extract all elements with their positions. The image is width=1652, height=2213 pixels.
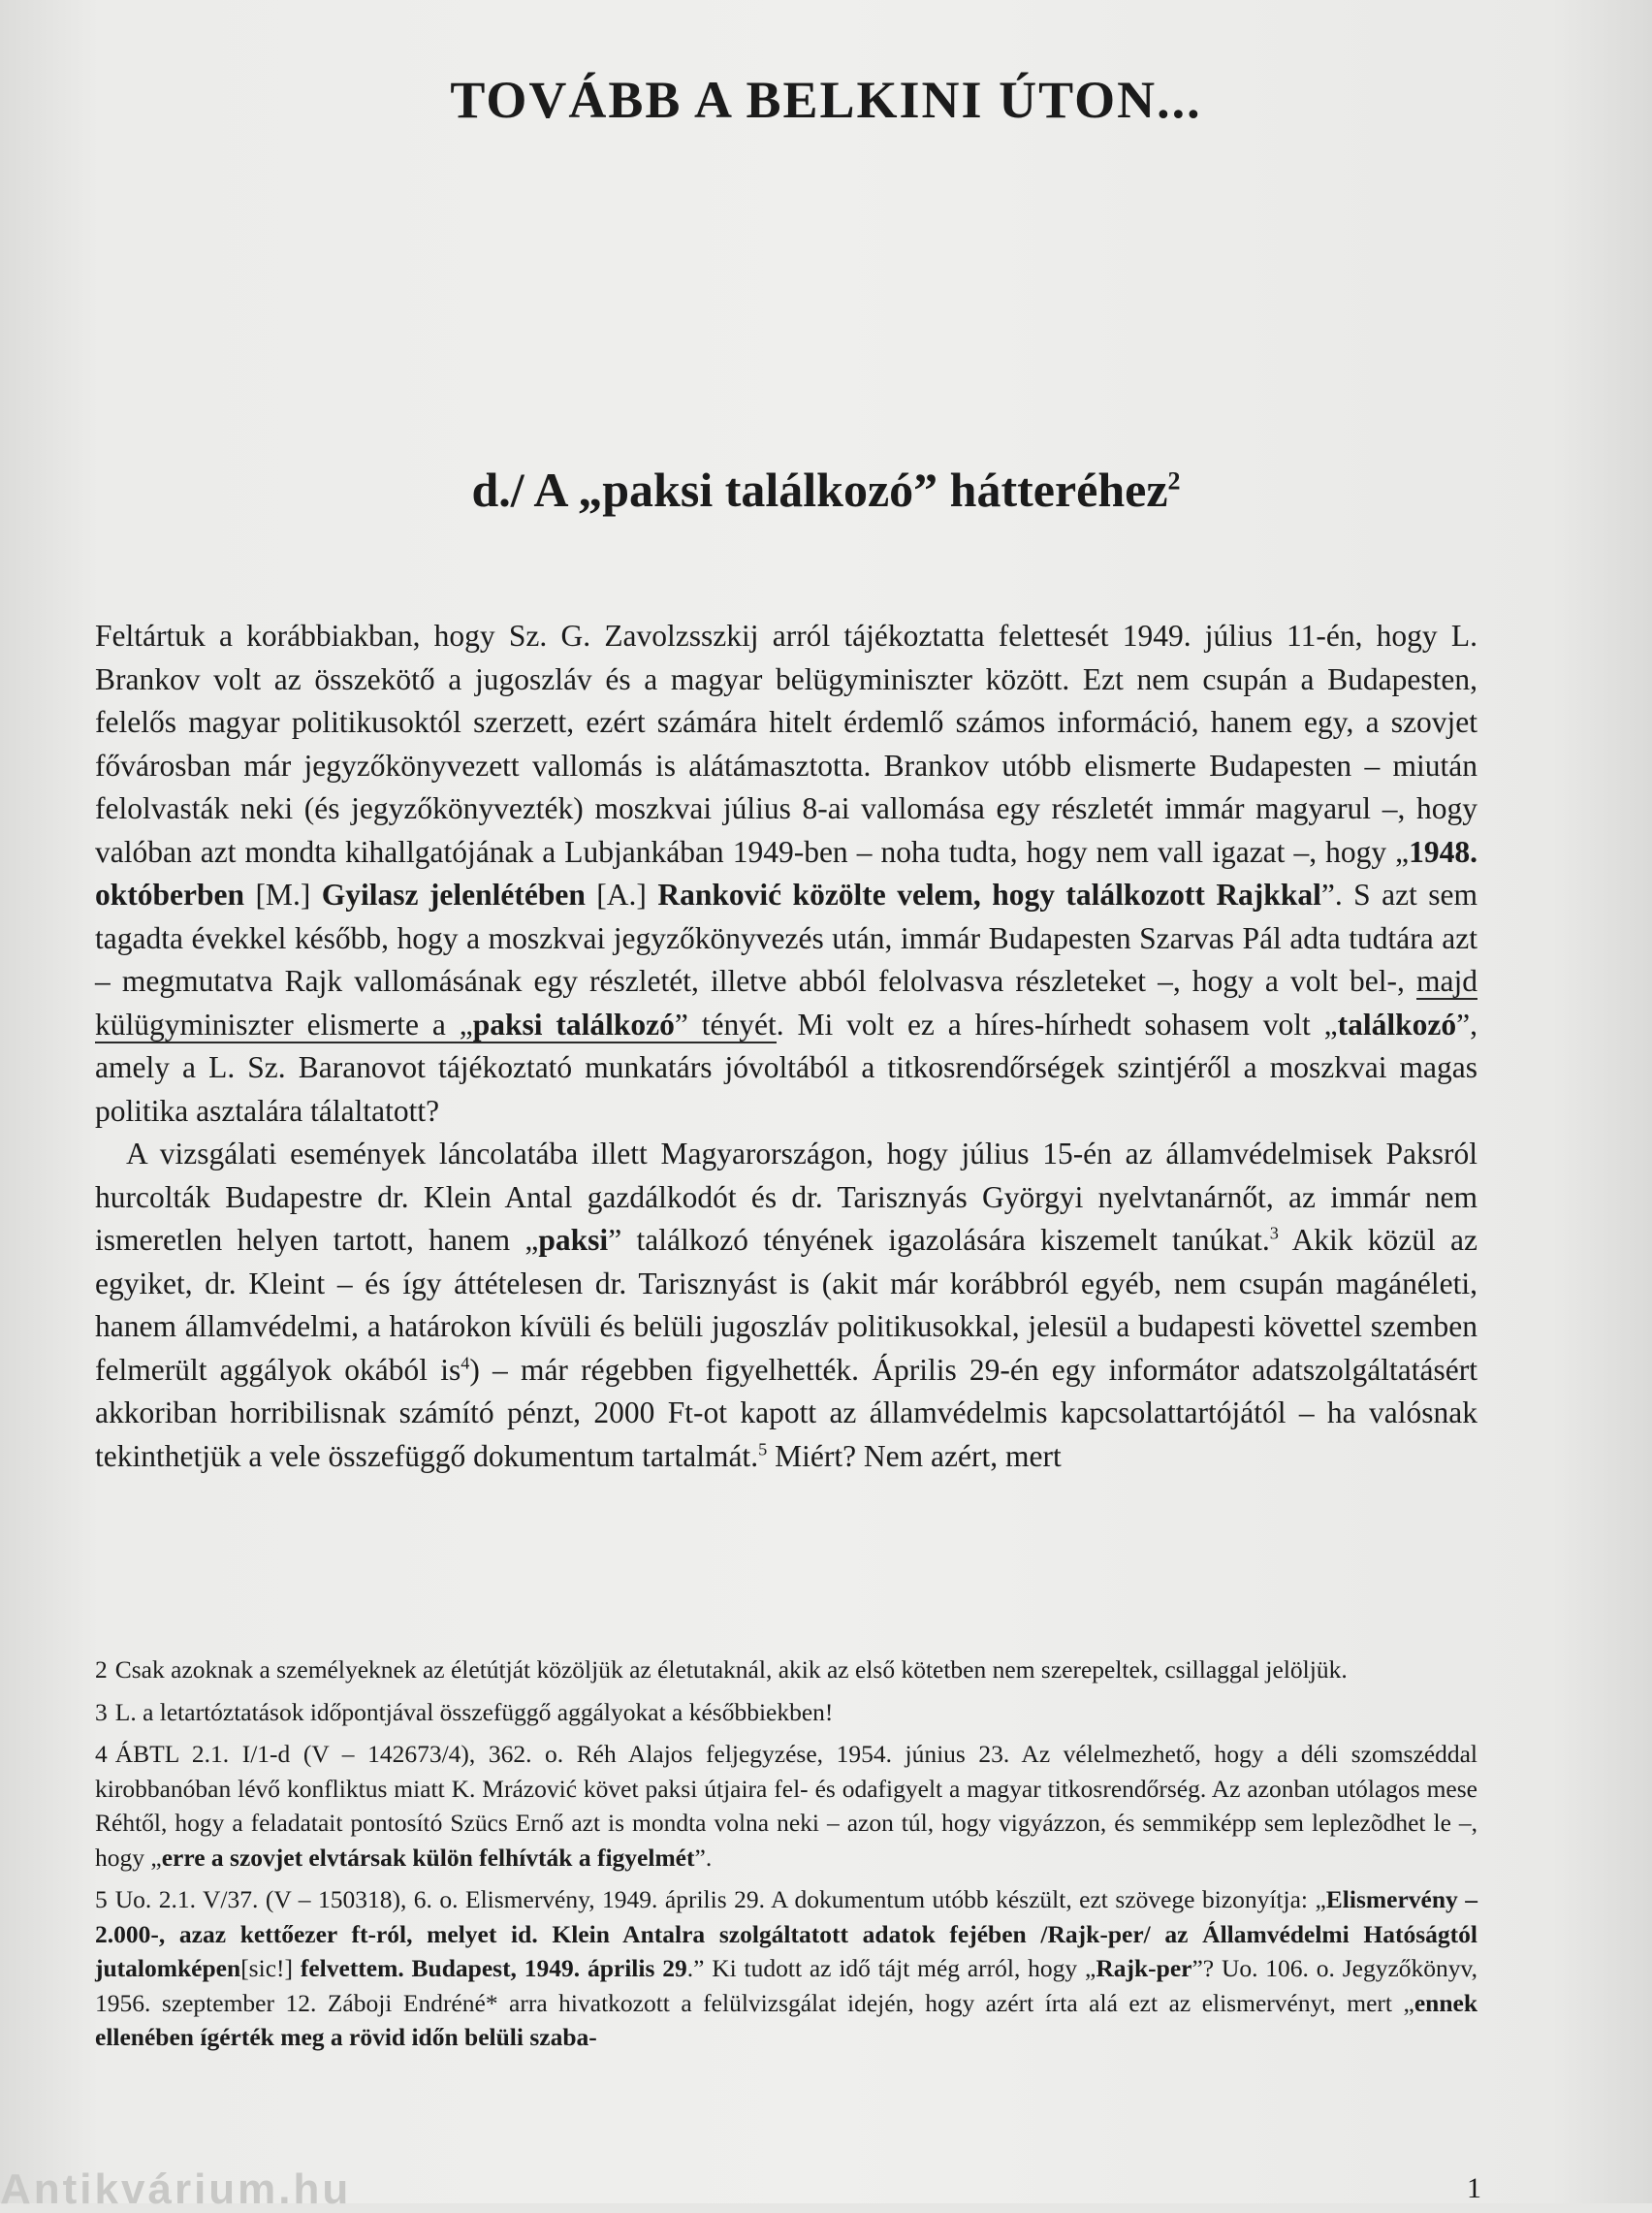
bold-quote: Gyilasz jelenlétében	[321, 878, 586, 912]
footnote-ref-2: 2	[1167, 466, 1181, 496]
bold-quote: erre a szovjet elvtársak külön felhívták a figyelmét	[161, 1843, 695, 1872]
text-run: Akik közül az egyiket, dr. Kleint – és így áttételesen dr. Tarisznyást is (akit már korábbról egyéb, nem csupán magánéleti, hanem államvédelmi, a határokon kívüli és belüli jugoszláv politikusokkal, jelesül a budapesti követtel szemben felmerült aggályok okából is	[95, 1223, 1477, 1387]
footnote-2	[95, 1652, 1477, 1687]
footnote-ref-4: 4	[461, 1353, 470, 1372]
text-run: . Mi volt ez a híres-hírhedt sohasem volt „	[776, 1007, 1338, 1042]
footnote-text: ”? Uo. 106. o. Jegyzőkönyv, 1956. szeptember 12. Záboji Endréné* arra hivatkozott a felülvizsgálat idején, hogy azért írta alá ezt az elismervényt, mert „	[95, 1954, 1477, 2017]
text-run: A vizsgálati események láncolatába illett Magyarországon, hogy július 15-én az államvédelmisek Paksról hurcolták Budapestre dr. Klein Antal gazdálkodót és dr. Tarisznyás Györgyi nyelvtanárnőt, az immár nem ismeretlen helyen tartott, hanem „	[95, 1137, 1477, 1257]
bold-quote: Elismervény – 2.000-, azaz kettőezer ft-ról, melyet id. Klein Antalra szolgáltatott adatok fejében /Rajk-per/ az Államvédelmi Hatóságtól jutalomképen	[95, 1885, 1477, 1982]
text-run: Miért? Nem azért, mert	[767, 1438, 1062, 1473]
footnote-4	[95, 1737, 1477, 1875]
bold-quote: paksi találkozó	[472, 1007, 675, 1042]
section-title-text: d./ A „paksi találkozó” hátteréhez	[471, 463, 1168, 517]
text-run: ” tényét	[674, 1007, 777, 1042]
footnote-text: ÁBTL 2.1. I/1-d (V – 142673/4), 362. o. Réh Alajos feljegyzése, 1954. június 23. Az vélelmezhető, hogy a déli szomszéddal kirobbanóban lévő konfliktus miatt K. Mrázović követ paksi útjaira fel- és odafigyelt a magyar titkosrendőrség. Az azonban utólagos mese Réhtől, hogy a feladatait pontosító Szücs Ernő azt is mondta volna neki – azon túl, hogy vigyázzon, és semmiképp sem leplezõdhet le –, hogy „	[95, 1740, 1477, 1872]
footnote-text: .” Ki tudott az idő tájt még arról, hogy „	[686, 1954, 1096, 1982]
footnote-ref-3: 3	[1269, 1223, 1279, 1243]
text-run: ” találkozó tényének igazolására kiszemelt tanúkat.	[608, 1223, 1270, 1257]
footnote-text: L. a letartóztatások időpontjával összefüggő aggályokat a későbbiekben!	[114, 1697, 834, 1726]
text-run: ”, amely a L. Sz. Baranovot tájékoztató munkatárs jóvoltából a titkosrendőrségek szintjéről a moszkvai magas politika asztalára tálaltatott?	[95, 1007, 1477, 1128]
bold-quote: Rajk-per	[1096, 1954, 1192, 1982]
text-run: majd külügyminiszter elismerte a „	[95, 964, 1477, 1042]
text-run: Feltártuk a korábbiakban, hogy Sz. G. Zavolzsszkij arról tájékoztatta felettesét 1949. július 11-én, hogy L. Brankov volt az összekötő a jugoszláv és a magyar belügyminiszter között. Ezt nem csupán a Budapesten, felelős magyar politikusoktól szerzett, ezért számára hitelt érdemlő számos információ, hanem egy, a szovjet fővárosban már jegyzőkönyvezett vallomás is alátámasztotta. Brankov utóbb elismerte Budapesten – miután felolvasták neki (és jegyzőkönyvezték) moszkvai július 8-ai vallomása egy részletét immár magyarul –, hogy valóban azt mondta kihallgatójának a Lubjankában 1949-ben – noha tudta, hogy nem vall igazat –, hogy „	[95, 619, 1477, 869]
bold-quote: felvettem. Budapest, 1949. április 29	[293, 1954, 687, 1982]
running-head: TOVÁBB A BELKINI ÚTON...	[450, 71, 1202, 129]
footnote-number: 3	[95, 1697, 108, 1726]
footnote-5	[95, 1882, 1477, 2055]
bold-quote: ennek ellenében ígérték meg a rövid időn belüli szaba-	[95, 1988, 1477, 2051]
watermark: Antikvárium.hu	[0, 2165, 352, 2213]
footnote-text: [sic!]	[240, 1954, 293, 1982]
footnote-number: 4	[95, 1740, 108, 1768]
footnote-ref-5: 5	[758, 1439, 768, 1459]
bold-quote: Ranković közölte velem, hogy találkozott Rajkkal	[657, 878, 1321, 912]
text-run: [M.]	[244, 878, 322, 912]
footnote-text: Csak azoknak a személyeknek az életútját közöljük az életutaknál, akik az első kötetben nem szerepeltek, csillaggal jelöljük.	[114, 1655, 1348, 1684]
text-run: ) – már régebben figyelhették. Április 29-én egy informátor adatszolgáltatásért akkoriban horribilisnak számító pénzt, 2000 Ft-ot kapott az államvédelmis kapcsolattartójától – ha valósnak tekinthetjük a vele összefüggő dokumentum tartalmát.	[95, 1352, 1477, 1473]
body-text	[95, 615, 1477, 1478]
footnote-number: 5	[95, 1885, 108, 1913]
text-run: [A.]	[585, 878, 658, 912]
footnote-text: ”.	[694, 1843, 713, 1872]
paragraph-1	[95, 615, 1477, 1133]
bold-quote: 1948. októberben	[95, 834, 1477, 912]
section-title	[0, 462, 1652, 518]
bold-quote: találkozó	[1337, 1007, 1457, 1042]
text-run: ”. S azt sem tagadta évekkel később, hogy a moszkvai jegyzőkönyvezés után, immár Budapesten Szarvas Pál adta tudtára azt – megmutatva Rajk vallomásának egy részletét, illetve abból felolvasva részleteket –, hogy a volt bel-,	[95, 878, 1477, 998]
paragraph-2	[95, 1133, 1477, 1478]
footnotes	[95, 1652, 1477, 2063]
footnote-3	[95, 1695, 1477, 1730]
bold-quote: paksi	[538, 1223, 609, 1257]
footnote-number: 2	[95, 1655, 108, 1684]
page-number: 1	[1467, 2172, 1481, 2204]
footnote-text: Uo. 2.1. V/37. (V – 150318), 6. o. Elismervény, 1949. április 29. A dokumentum utóbb készült, ezt szövege bizonyítja: „	[114, 1885, 1326, 1913]
